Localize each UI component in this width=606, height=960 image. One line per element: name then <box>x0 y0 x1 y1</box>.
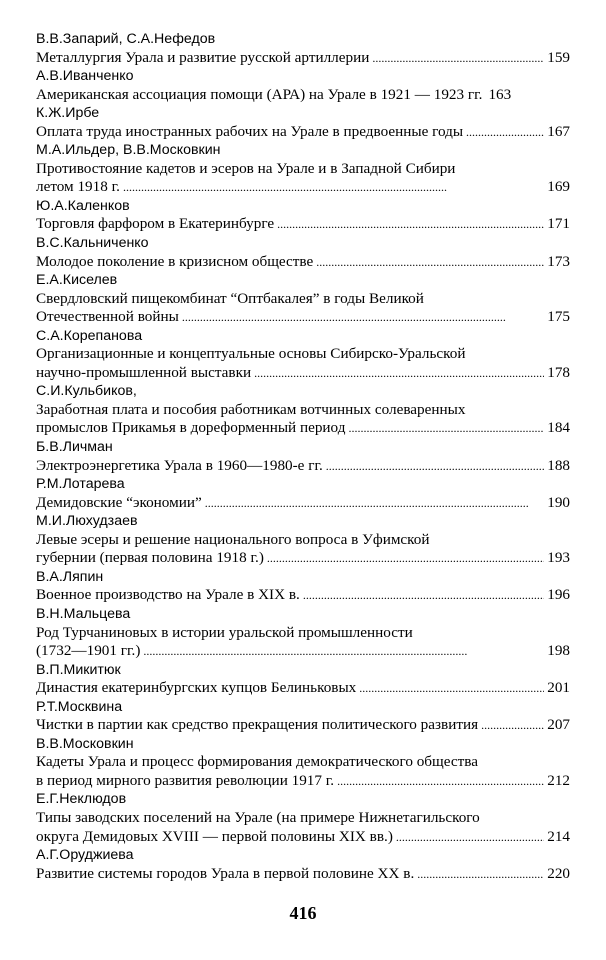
toc-entry <box>36 679 570 698</box>
entry-last-line <box>36 772 570 791</box>
entry-page-number: 201 <box>547 679 570 697</box>
toc-entry <box>36 494 570 513</box>
entry-last-line <box>36 457 570 476</box>
toc-entry <box>36 586 570 605</box>
entry-page-number: 175 <box>547 308 570 326</box>
entry-title-line: Военное производство на Урале в XIX в. <box>36 586 300 604</box>
entry-title-line: губернии (первая половина 1918 г.) <box>36 549 264 567</box>
entry-author: В.В.Московкин <box>36 735 134 752</box>
dot-leader <box>205 494 545 513</box>
toc-entry <box>36 86 570 105</box>
entry-title-line: Электроэнергетика Урала в 1960—1980-е гг. <box>36 456 323 474</box>
entry-last-line <box>36 364 570 383</box>
entry-last-line <box>36 494 570 513</box>
entry-title-line: Династия екатеринбургских купцов Белиньковых <box>36 679 357 697</box>
entry-author: В.Н.Мальцева <box>36 605 131 622</box>
entry-title-line: в период мирного развития революции 1917 г. <box>36 771 335 789</box>
entry-last-line <box>36 586 570 605</box>
entry-title-line: Кадеты Урала и процесс формирования демократического общества <box>36 753 478 771</box>
entry-author: Р.Т.Москвина <box>36 698 123 715</box>
entry-author: А.В.Иванченко <box>36 68 134 85</box>
entry-title-line: (1732—1901 гг.) <box>36 642 141 660</box>
entry-author: М.А.Ильдер, В.В.Московкин <box>36 142 221 159</box>
entry-page-number: 220 <box>547 864 570 882</box>
dot-leader <box>481 716 544 735</box>
dot-leader <box>466 123 544 142</box>
entry-page-number: 169 <box>547 178 570 196</box>
dot-leader <box>143 642 544 661</box>
page-number: 416 <box>289 903 317 923</box>
entry-title-line: Противостояние кадетов и эсеров на Урале и в Западной Сибири <box>36 159 456 177</box>
entry-page-number: 214 <box>547 827 570 845</box>
entry-author: С.И.Кульбиков, <box>36 383 137 400</box>
toc-entry <box>36 809 570 846</box>
toc-entry <box>36 253 570 272</box>
toc-entry <box>36 123 570 142</box>
toc-entry <box>36 531 570 568</box>
entry-author: Е.Г.Неклюдов <box>36 791 127 808</box>
entry-author: Е.А.Киселев <box>36 272 118 289</box>
toc-entry <box>36 624 570 661</box>
entry-title-line: Заработная плата и пособия работникам вотчинных солеваренных <box>36 400 466 418</box>
entry-title-line: Левые эсеры и решение национального вопроса в Уфимской <box>36 530 430 548</box>
dot-leader <box>348 419 544 438</box>
entry-last-line <box>36 679 570 698</box>
entry-title-line: Демидовские “экономии” <box>36 493 202 511</box>
toc-entry <box>36 716 570 735</box>
entry-author: Ю.А.Каленков <box>36 197 130 214</box>
entry-title-line: научно-промышленной выставки <box>36 363 252 381</box>
entry-page-number: 159 <box>547 48 570 66</box>
dot-leader <box>277 215 544 234</box>
entry-last-line <box>36 828 570 847</box>
toc-entry <box>36 865 570 884</box>
entry-page-number: 190 <box>547 493 570 511</box>
entry-last-line <box>36 642 570 661</box>
entry-author: В.В.Запарий, С.А.Нефедов <box>36 31 216 47</box>
toc-entry <box>36 290 570 327</box>
toc-entry <box>36 401 570 438</box>
entry-last-line <box>36 86 570 105</box>
entry-title-line: Отечественной войны <box>36 308 179 326</box>
entry-last-line <box>36 49 570 68</box>
entry-last-line <box>36 123 570 142</box>
entry-last-line <box>36 716 570 735</box>
entry-page-number: 184 <box>547 419 570 437</box>
entry-last-line <box>36 253 570 272</box>
dot-leader <box>337 772 544 791</box>
entry-author: Р.М.Лотарева <box>36 476 125 493</box>
entry-title-line: Торговля фарфором в Екатеринбурге <box>36 215 275 233</box>
entry-page-number: 207 <box>547 716 570 734</box>
entry-page-number: 193 <box>547 549 570 567</box>
entry-page-number: 178 <box>547 363 570 381</box>
toc-entry <box>36 49 570 68</box>
dot-leader <box>182 308 544 327</box>
entry-title-line: округа Демидовых XVIII — первой половины XIX вв.) <box>36 827 393 845</box>
entry-title-line: Типы заводских поселений на Урале (на примере Нижнетагильского <box>36 808 480 826</box>
dot-leader <box>359 679 544 698</box>
dot-leader <box>254 364 544 383</box>
entry-author: В.А.Ляпин <box>36 568 104 585</box>
dot-leader <box>303 586 544 605</box>
entry-last-line <box>36 178 570 197</box>
dot-leader <box>372 49 544 68</box>
toc-entry <box>36 753 570 790</box>
entry-title-line: Организационные и концептуальные основы Сибирско-Уральской <box>36 345 466 363</box>
entry-page-number: 167 <box>547 122 570 140</box>
entry-title-line: Чистки в партии как средство прекращения политического развития <box>36 716 479 734</box>
entry-author: Б.В.Личман <box>36 439 113 456</box>
toc-entry <box>36 160 570 197</box>
dot-leader <box>326 457 544 476</box>
entry-title-line: Американская ассоциация помощи (АРА) на Урале в 1921 — 1923 гг. <box>36 85 483 103</box>
dot-leader <box>267 549 544 568</box>
entry-page-number: 196 <box>547 586 570 604</box>
entry-title-line: Развитие системы городов Урала в первой половине XX в. <box>36 864 415 882</box>
entry-last-line <box>36 215 570 234</box>
entry-author: А.Г.Оруджиева <box>36 847 134 864</box>
entry-title-line: летом 1918 г. <box>36 178 120 196</box>
entry-page-number: 171 <box>547 215 570 233</box>
toc-entry <box>36 345 570 382</box>
entry-last-line <box>36 308 570 327</box>
entry-page-number: 163 <box>488 85 512 103</box>
toc-entry <box>36 215 570 234</box>
entry-page-number: 198 <box>547 642 570 660</box>
entry-page-number: 173 <box>547 252 570 270</box>
entry-author: В.С.Кальниченко <box>36 235 149 252</box>
toc-entry <box>36 457 570 476</box>
entry-author: С.А.Корепанова <box>36 327 143 344</box>
entry-title-line: Молодое поколение в кризисном обществе <box>36 252 314 270</box>
entry-author: М.И.Люхудзаев <box>36 513 138 530</box>
entry-title-line: Свердловский пищекомбинат “Оптбакалея” в годы Великой <box>36 289 424 307</box>
entry-page-number: 188 <box>547 456 570 474</box>
dot-leader <box>417 865 544 884</box>
dot-leader <box>123 178 544 197</box>
entry-title-line: Металлургия Урала и развитие русской артиллерии <box>36 48 370 66</box>
entry-title-line: Род Турчаниновых в истории уральской промышленности <box>36 623 413 641</box>
entry-last-line <box>36 419 570 438</box>
entry-last-line <box>36 865 570 884</box>
dot-leader <box>396 828 544 847</box>
dot-leader <box>316 253 544 272</box>
entry-page-number: 212 <box>547 771 570 789</box>
table-of-contents <box>36 30 570 883</box>
entry-author: В.П.Микитюк <box>36 661 121 678</box>
entry-author: К.Ж.Ирбе <box>36 105 100 122</box>
entry-title-line: промыслов Прикамья в дореформенный период <box>36 419 346 437</box>
entry-last-line <box>36 549 570 568</box>
entry-title-line: Оплата труда иностранных рабочих на Урале в предвоенные годы <box>36 122 464 140</box>
